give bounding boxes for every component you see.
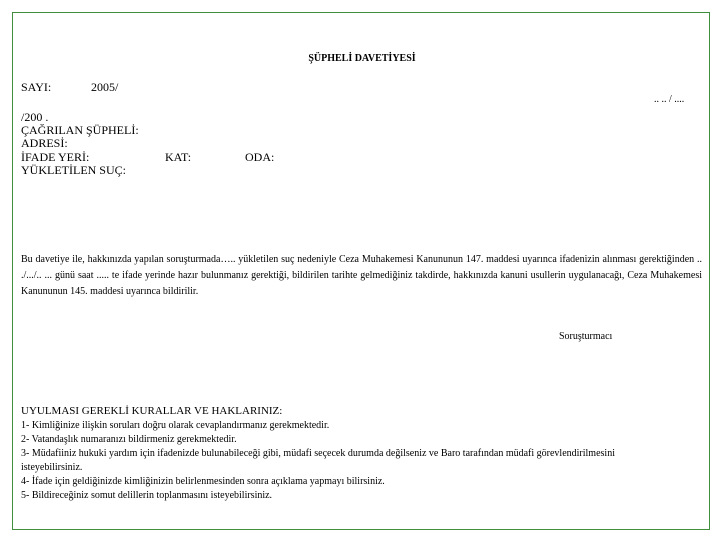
date-placeholder: .. .. / .... <box>654 94 685 105</box>
rules-title: UYULMASI GEREKLİ KURALLAR VE HAKLARINIZ: <box>21 405 283 417</box>
year-line: /200 . <box>21 110 49 124</box>
ifade-yeri-label: İFADE YERİ: <box>21 150 90 164</box>
cagrilan-supheli-label: ÇAĞRILAN ŞÜPHELİ: <box>21 123 139 137</box>
sayi-value: 2005/ <box>91 80 119 94</box>
rule-item: 3- Müdafiiniz hukuki yardım için ifadenizde bulunabileceği gibi, müdafi seçecek durumda değilseniz ve Baro tarafından müdafi görevlendirilmesini isteyebilirsiniz. <box>21 448 615 473</box>
body-paragraph: Bu davetiye ile, hakkınızda yapılan soruşturmada….. yükletilen suç nedeniyle Ceza Muhakemesi Kanununun 147. maddesi uyarınca ifadenizin alınması gerektiğinden .. ./.../.. ... günü saat ..... te ifade yerinde hazır bulunmanız gerektiği, bildirilen tarihte gelmediğiniz takdirde, hakkınızda kanuni usullerin uygulanacağı, Ceza Muhakemesi Kanununun 145. maddesi uyarınca bildirilir. <box>21 254 702 297</box>
adres-label: ADRESİ: <box>21 136 68 150</box>
rules-section <box>21 404 661 503</box>
rule-item: 4- İfade için geldiğinizde kimliğinizin belirlenmesinden sonra açıklama yapmayı bilirsiniz. <box>21 476 385 487</box>
rule-item: 5- Bildireceğiniz somut delillerin toplanmasını isteyebilirsiniz. <box>21 490 273 501</box>
yukletilen-suc-label: YÜKLETİLEN SUÇ: <box>21 163 126 177</box>
rule-item: 2- Vatandaşlık numaranızı bildirmeniz gerekmektedir. <box>21 434 237 445</box>
sayi-label: SAYI: <box>21 80 52 94</box>
document-title: ŞÜPHELİ DAVETİYESİ <box>308 53 416 64</box>
oda-label: ODA: <box>245 150 275 164</box>
rule-item: 1- Kimliğinize ilişkin soruları doğru olarak cevaplandırmanız gerekmektedir. <box>21 420 330 431</box>
document-page <box>12 12 710 530</box>
signature-label: Soruşturmacı <box>559 331 613 342</box>
kat-label: KAT: <box>165 150 192 164</box>
